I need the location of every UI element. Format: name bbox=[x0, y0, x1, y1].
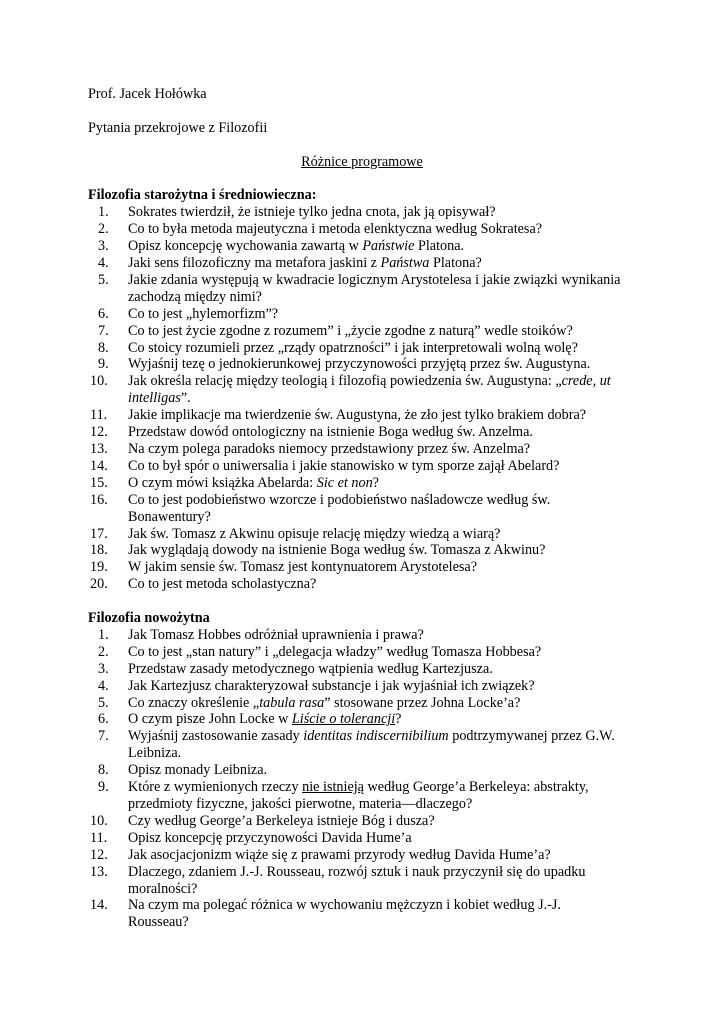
question-line bbox=[128, 272, 648, 289]
question-number: 12. bbox=[90, 846, 108, 863]
question-line bbox=[128, 576, 648, 593]
document-page bbox=[88, 86, 648, 931]
question-text-fragment: Co to jest podobieństwo wzorcze i podobieństwo naśladowcze według św. bbox=[128, 491, 551, 508]
question-number: 2. bbox=[98, 221, 109, 238]
question-item bbox=[88, 779, 648, 813]
question-text-fragment: ? bbox=[372, 474, 379, 491]
question-line bbox=[128, 221, 648, 238]
question-line bbox=[128, 847, 648, 864]
question-text-fragment: Co to jest metoda scholastyczna? bbox=[128, 576, 317, 593]
question-line bbox=[128, 779, 648, 796]
question-number: 14. bbox=[90, 457, 108, 474]
section-title-modern: Filozofia nowożytna bbox=[88, 610, 210, 627]
heading-text: Różnice programowe bbox=[301, 153, 423, 170]
question-number: 17. bbox=[90, 525, 108, 542]
question-text-fragment: Które z wymienionych rzeczy bbox=[128, 779, 303, 796]
question-number: 3. bbox=[98, 660, 109, 677]
question-number: 5. bbox=[98, 271, 109, 288]
question-item bbox=[88, 644, 648, 661]
question-text-fragment: moralności? bbox=[128, 880, 198, 897]
question-item bbox=[88, 661, 648, 678]
question-text-fragment: Co to była metoda majeutyczna i metoda elenktyczna według Sokratesa? bbox=[128, 221, 543, 238]
spacer bbox=[88, 593, 648, 610]
question-line bbox=[128, 475, 648, 492]
question-text-fragment: Bonawentury? bbox=[128, 508, 211, 525]
question-item bbox=[88, 475, 648, 492]
question-continuation-line bbox=[128, 796, 648, 813]
question-number: 11. bbox=[90, 829, 108, 846]
question-number: 6. bbox=[98, 305, 109, 322]
question-continuation-line bbox=[128, 509, 648, 526]
question-text-fragment: intelligas bbox=[128, 390, 181, 407]
section-heading-centered bbox=[88, 154, 636, 171]
question-text-fragment: podtrzymywanej przez G.W. bbox=[448, 728, 615, 745]
question-number: 14. bbox=[90, 897, 108, 914]
question-text-fragment: według George’a Berkeleya: abstrakty, bbox=[363, 779, 589, 796]
question-number: 18. bbox=[90, 542, 108, 559]
question-line bbox=[128, 323, 648, 340]
question-item bbox=[88, 830, 648, 847]
question-line bbox=[128, 492, 648, 509]
question-continuation-line bbox=[128, 390, 648, 407]
question-line bbox=[128, 340, 648, 357]
question-line bbox=[128, 644, 648, 661]
question-line bbox=[128, 458, 648, 475]
question-text-fragment: ”. bbox=[180, 390, 191, 407]
question-number: 13. bbox=[90, 863, 108, 880]
document-subtitle: Pytania przekrojowe z Filozofii bbox=[88, 119, 268, 136]
question-item bbox=[88, 306, 648, 323]
question-text-fragment: Co to był spór o uniwersalia i jakie stanowisko w tym sporze zajął Abelard? bbox=[128, 457, 560, 474]
question-line bbox=[128, 711, 648, 728]
question-text-fragment: Co to jest życie zgodne z rozumem” i „życie zgodne z naturą” wedle stoików? bbox=[128, 322, 573, 339]
question-line bbox=[128, 542, 648, 559]
question-number: 5. bbox=[98, 694, 109, 711]
question-text-fragment: Państwie bbox=[362, 238, 415, 255]
question-continuation-line bbox=[128, 881, 648, 898]
question-text-fragment: Jak Tomasz Hobbes odróżniał uprawnienia i prawa? bbox=[128, 626, 424, 643]
question-number: 19. bbox=[90, 559, 108, 576]
question-number: 7. bbox=[98, 728, 109, 745]
question-number: 20. bbox=[90, 576, 108, 593]
question-number: 2. bbox=[98, 643, 109, 660]
question-item bbox=[88, 340, 648, 357]
question-item bbox=[88, 813, 648, 830]
question-line bbox=[128, 695, 648, 712]
question-number: 9. bbox=[98, 356, 109, 373]
question-text-fragment: Opisz koncepcję przyczynowości Davida Hume’a bbox=[128, 829, 412, 846]
question-item bbox=[88, 711, 648, 728]
question-item bbox=[88, 576, 648, 593]
question-item bbox=[88, 559, 648, 576]
question-line bbox=[128, 897, 648, 914]
question-number: 8. bbox=[98, 762, 109, 779]
question-text-fragment: O czym mówi książka Abelarda: bbox=[128, 474, 317, 491]
question-number: 12. bbox=[90, 424, 108, 441]
question-item bbox=[88, 678, 648, 695]
question-text-fragment: Opisz monady Leibniza. bbox=[128, 762, 268, 779]
question-text-fragment: Jak wyglądają dowody na istnienie Boga według św. Tomasza z Akwinu? bbox=[128, 542, 546, 559]
question-text-fragment: Jak asocjacjonizm wiąże się z prawami przyrody według Davida Hume’a? bbox=[128, 846, 551, 863]
question-number: 8. bbox=[98, 339, 109, 356]
question-item bbox=[88, 492, 648, 526]
question-text-fragment: ” stosowane przez Johna Locke’a? bbox=[324, 694, 521, 711]
question-text-fragment: Czy według George’a Berkeleya istnieje Bóg i dusza? bbox=[128, 812, 435, 829]
spacer bbox=[88, 103, 648, 120]
question-number: 13. bbox=[90, 440, 108, 457]
question-text-fragment: Co stoicy rozumieli przez „rządy opatrzności” i jak interpretowali wolną wolę? bbox=[128, 339, 578, 356]
question-line bbox=[128, 627, 648, 644]
question-list-ancient-medieval bbox=[88, 204, 648, 593]
question-text-fragment: Wyjaśnij zastosowanie zasady bbox=[128, 728, 304, 745]
question-item bbox=[88, 526, 648, 543]
section-title-ancient-medieval: Filozofia starożytna i średniowieczna: bbox=[88, 187, 317, 204]
question-text-fragment: Jaki sens filozoficzny ma metafora jaskini z bbox=[128, 255, 381, 272]
question-text-fragment: Państwa bbox=[380, 255, 430, 272]
question-text-fragment: tabula rasa bbox=[259, 694, 325, 711]
question-text-fragment: Co znaczy określenie „ bbox=[128, 694, 260, 711]
question-text-fragment: Rousseau? bbox=[128, 914, 189, 931]
question-text-fragment: ? bbox=[395, 711, 402, 728]
question-line bbox=[128, 678, 648, 695]
question-text-fragment: Dlaczego, zdaniem J.-J. Rousseau, rozwój sztuk i nauk przyczynił się do upadku bbox=[128, 863, 586, 880]
question-item bbox=[88, 407, 648, 424]
question-line bbox=[128, 306, 648, 323]
question-line bbox=[128, 864, 648, 881]
question-item bbox=[88, 627, 648, 644]
question-text-fragment: Jakie implikacje ma twierdzenie św. Augustyna, że zło jest tylko brakiem dobra? bbox=[128, 407, 587, 424]
question-item bbox=[88, 255, 648, 272]
question-text-fragment: W jakim sensie św. Tomasz jest kontynuatorem Arystotelesa? bbox=[128, 559, 478, 576]
question-item bbox=[88, 356, 648, 373]
question-line bbox=[128, 762, 648, 779]
question-item bbox=[88, 424, 648, 441]
question-text-fragment: Leibniza. bbox=[128, 745, 182, 762]
question-item bbox=[88, 762, 648, 779]
question-text-fragment: Platona? bbox=[429, 255, 482, 272]
question-text-fragment: Jak Kartezjusz charakteryzował substancje i jak wyjaśniał ich związek? bbox=[128, 677, 535, 694]
question-number: 1. bbox=[98, 204, 109, 221]
question-item bbox=[88, 323, 648, 340]
question-text-fragment: Na czym ma polegać różnica w wychowaniu mężczyzn i kobiet według J.-J. bbox=[128, 897, 561, 914]
question-continuation-line bbox=[128, 745, 648, 762]
question-line bbox=[128, 373, 648, 390]
question-text-fragment: Wyjaśnij tezę o jednokierunkowej przyczynowości przyjętą przez św. Augustyna. bbox=[128, 356, 591, 373]
question-line bbox=[128, 238, 648, 255]
author-line: Prof. Jacek Hołówka bbox=[88, 86, 207, 102]
question-text-fragment: O czym pisze John Locke w bbox=[128, 711, 292, 728]
question-text-fragment: Co to jest „hylemorfizm”? bbox=[128, 305, 279, 322]
question-item bbox=[88, 272, 648, 306]
question-number: 7. bbox=[98, 322, 109, 339]
question-text-fragment: Platona. bbox=[414, 238, 465, 255]
question-text-fragment: Sokrates twierdził, że istnieje tylko jedna cnota, jak ją opisywał? bbox=[128, 204, 496, 221]
question-item bbox=[88, 441, 648, 458]
question-line bbox=[128, 204, 648, 221]
question-number: 10. bbox=[90, 812, 108, 829]
question-number: 16. bbox=[90, 491, 108, 508]
question-text-fragment: Jak określa relację między teologią i filozofią powiedzenia św. Augustyna: „ bbox=[128, 373, 562, 390]
question-item bbox=[88, 458, 648, 475]
question-line bbox=[128, 255, 648, 272]
question-text-fragment: przedmioty fizyczne, jakości pierwotne, materia—dlaczego? bbox=[128, 796, 473, 812]
question-item bbox=[88, 695, 648, 712]
question-text-fragment: Przedstaw zasady metodycznego wątpienia według Kartezjusza. bbox=[128, 660, 493, 677]
question-item bbox=[88, 373, 648, 407]
question-line bbox=[128, 526, 648, 543]
question-line bbox=[128, 424, 648, 441]
question-text-fragment: Co to jest „stan natury” i „delegacja władzy” według Tomasza Hobbesa? bbox=[128, 643, 542, 660]
question-text-fragment: Liście o tolerancji bbox=[291, 711, 396, 728]
question-item bbox=[88, 221, 648, 238]
question-continuation-line bbox=[128, 289, 648, 306]
question-list-modern bbox=[88, 627, 648, 931]
question-line bbox=[128, 830, 648, 847]
spacer bbox=[88, 137, 648, 154]
question-text-fragment: identitas indiscernibilium bbox=[303, 728, 449, 745]
question-text-fragment: zachodzą między nimi? bbox=[128, 288, 262, 305]
spacer bbox=[88, 171, 648, 188]
question-number: 4. bbox=[98, 255, 109, 272]
question-text-fragment: Sic et non bbox=[316, 474, 373, 491]
question-number: 15. bbox=[90, 474, 108, 491]
question-line bbox=[128, 813, 648, 830]
question-number: 11. bbox=[90, 407, 108, 424]
question-line bbox=[128, 441, 648, 458]
question-item bbox=[88, 204, 648, 221]
question-continuation-line bbox=[128, 914, 648, 931]
question-item bbox=[88, 542, 648, 559]
question-number: 3. bbox=[98, 238, 109, 255]
question-line bbox=[128, 356, 648, 373]
question-number: 6. bbox=[98, 711, 109, 728]
question-line bbox=[128, 728, 648, 745]
question-text-fragment: Opisz koncepcję wychowania zawartą w bbox=[128, 238, 363, 255]
question-item bbox=[88, 847, 648, 864]
question-text-fragment: nie istnieją bbox=[302, 779, 364, 796]
question-item bbox=[88, 728, 648, 762]
question-line bbox=[128, 661, 648, 678]
question-item bbox=[88, 238, 648, 255]
question-text-fragment: Na czym polega paradoks niemocy przedstawiony przez św. Anzelma? bbox=[128, 440, 531, 457]
question-text-fragment: Przedstaw dowód ontologiczny na istnienie Boga według św. Anzelma. bbox=[128, 424, 533, 441]
question-item bbox=[88, 864, 648, 898]
question-text-fragment: crede, ut bbox=[561, 373, 611, 390]
question-number: 9. bbox=[98, 779, 109, 796]
question-text-fragment: Jak św. Tomasz z Akwinu opisuje relację między wiedzą a wiarą? bbox=[128, 525, 501, 542]
question-number: 10. bbox=[90, 373, 108, 390]
question-item bbox=[88, 897, 648, 931]
question-line bbox=[128, 407, 648, 424]
question-number: 4. bbox=[98, 677, 109, 694]
question-line bbox=[128, 559, 648, 576]
question-text-fragment: Jakie zdania występują w kwadracie logicznym Arystotelesa i jakie związki wynikania bbox=[128, 271, 621, 288]
question-number: 1. bbox=[98, 626, 109, 643]
